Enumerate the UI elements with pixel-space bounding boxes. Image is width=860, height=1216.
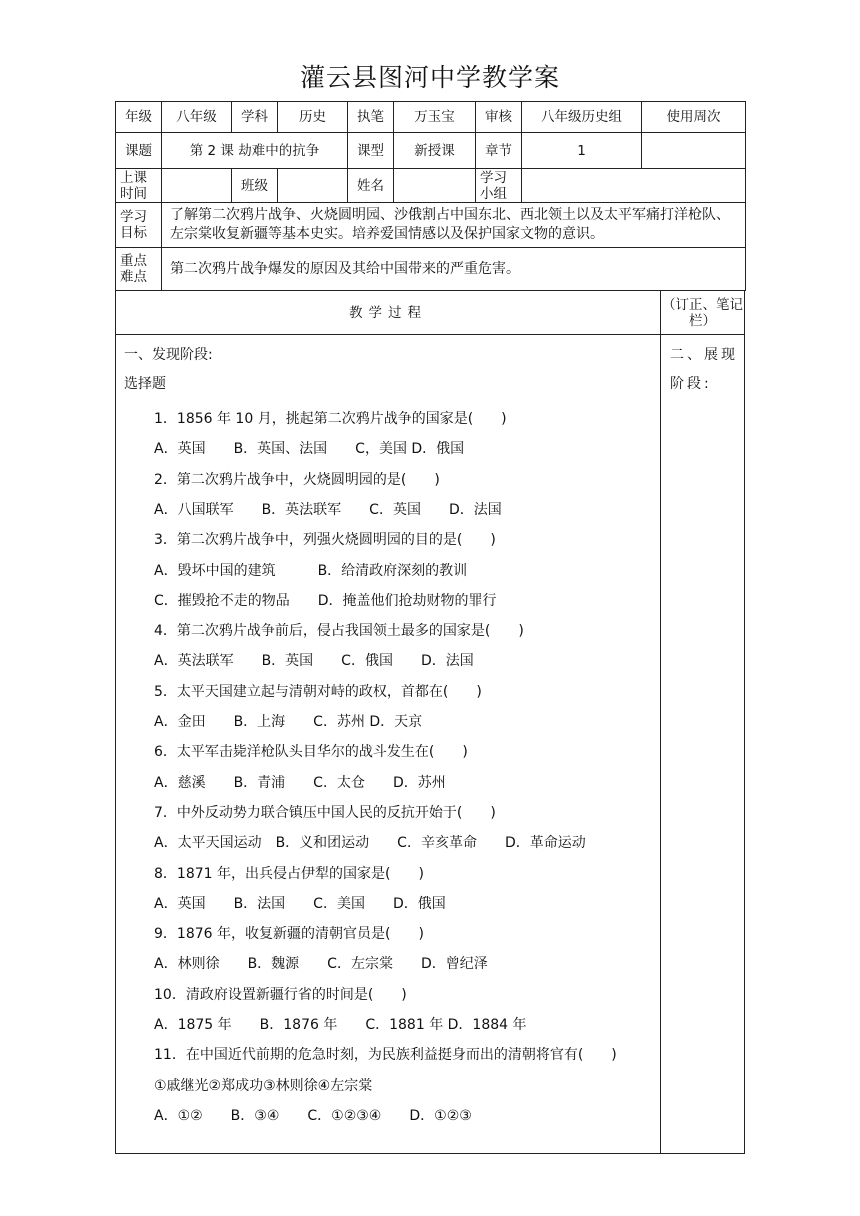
question-line: A．慈溪 B．青浦 C．太仓 D．苏州 xyxy=(154,774,446,791)
question-line: A．英法联军 B．英国 C．俄国 D．法国 xyxy=(154,653,474,670)
section-show-cont: 阶段: xyxy=(670,376,712,392)
subject-label: 学科 xyxy=(232,102,278,133)
process-heading: 教学过程 xyxy=(116,291,661,335)
page-title: 灌云县图河中学教学案 xyxy=(299,63,560,92)
key-label: 重点难点 xyxy=(116,248,162,291)
question-line: 7．中外反动势力联合镇压中国人民的反抗开始于( ) xyxy=(154,804,496,821)
time-label: 上课时间 xyxy=(116,169,162,203)
name-value xyxy=(394,169,476,203)
question-line: 11．在中国近代前期的危急时刻，为民族利益挺身而出的清朝将官有( ) xyxy=(154,1047,617,1064)
lesson-info-table xyxy=(115,101,746,291)
question-line: 3．第二次鸦片战争中，列强火烧圆明园的目的是( ) xyxy=(154,532,496,549)
chapter-label: 章节 xyxy=(476,133,522,169)
chapter-value: 1 xyxy=(522,133,642,169)
question-line: 2．第二次鸦片战争中，火烧圆明园的是( ) xyxy=(154,471,440,488)
grade-label: 年级 xyxy=(116,102,162,133)
question-line: 10．清政府设置新疆行省的时间是( ) xyxy=(154,986,407,1003)
question-line: A．1875 年 B．1876 年 C．1881 年 D．1884 年 xyxy=(154,1017,527,1033)
question-line: C．摧毁抢不走的物品 D．掩盖他们抢劫财物的罪行 xyxy=(154,592,497,609)
author-label: 执笔 xyxy=(348,102,394,133)
question-line: 1．1856 年 10 月，挑起第二次鸦片战争的国家是( ) xyxy=(154,411,507,427)
notes-heading: （订正、笔记栏） xyxy=(661,291,744,335)
question-line: A．①② B．③④ C．①②③④ D．①②③ xyxy=(154,1107,472,1124)
question-line: 6．太平军击毙洋枪队头目华尔的战斗发生在( ) xyxy=(154,744,468,761)
time-value xyxy=(162,169,232,203)
section-discover: 一、发现阶段: xyxy=(124,347,213,363)
question-line: 4．第二次鸦片战争前后，侵占我国领土最多的国家是( ) xyxy=(154,623,524,640)
notes-column xyxy=(661,335,744,1154)
chapter-extra-cell xyxy=(642,133,746,169)
question-line: A．英国 B．英国、法国 C，美国 D．俄国 xyxy=(154,441,465,458)
goals-label: 学习目标 xyxy=(116,203,162,248)
question-line: 9．1876 年，收复新疆的清朝官员是( ) xyxy=(154,926,424,943)
group-value xyxy=(522,169,746,203)
reviewer-value: 八年级历史组 xyxy=(522,102,642,133)
class-value xyxy=(278,169,348,203)
section-show: 二、展现 xyxy=(670,347,738,363)
subsection-choice: 选择题 xyxy=(124,376,166,392)
week-label: 使用周次 xyxy=(642,102,746,133)
goals-text: 了解第二次鸦片战争、火烧圆明园、沙俄割占中国东北、西北领土以及太平军痛打洋枪队、左宗棠收复新疆等基本史实。培养爱国情感以及保护国家文物的意识。 xyxy=(162,203,746,248)
question-line: A．八国联军 B．英法联军 C．英国 D．法国 xyxy=(154,501,502,518)
question-line: A．金田 B．上海 C．苏州 D．天京 xyxy=(154,714,423,730)
question-line: ①戚继光②郑成功③林则徐④左宗棠 xyxy=(154,1077,373,1094)
type-value: 新授课 xyxy=(394,133,476,169)
topic-value: 第 2 课 劫难中的抗争 xyxy=(162,133,348,169)
question-line: A．英国 B．法国 C．美国 D．俄国 xyxy=(154,895,446,912)
grade-value: 八年级 xyxy=(162,102,232,133)
question-line: 8．1871 年，出兵侵占伊犁的国家是( ) xyxy=(154,865,424,882)
topic-label: 课题 xyxy=(116,133,162,169)
question-line: A．林则徐 B．魏源 C．左宗棠 D．曾纪泽 xyxy=(154,956,488,973)
group-label: 学习小组 xyxy=(476,169,522,203)
teaching-process xyxy=(115,291,745,1154)
type-label: 课型 xyxy=(348,133,394,169)
author-value: 万玉宝 xyxy=(394,102,476,133)
review-label: 审核 xyxy=(476,102,522,133)
name-label: 姓名 xyxy=(348,169,394,203)
key-text: 第二次鸦片战争爆发的原因及其给中国带来的严重危害。 xyxy=(162,248,746,291)
subject-value: 历史 xyxy=(278,102,348,133)
question-line: A．毁坏中国的建筑 B．给清政府深刻的教训 xyxy=(154,562,468,579)
class-label: 班级 xyxy=(232,169,278,203)
question-line: 5．太平天国建立起与清朝对峙的政权，首都在( ) xyxy=(154,683,482,700)
question-line: A．太平天国运动 B．义和团运动 C．辛亥革命 D．革命运动 xyxy=(154,835,586,852)
process-content xyxy=(116,335,661,1154)
